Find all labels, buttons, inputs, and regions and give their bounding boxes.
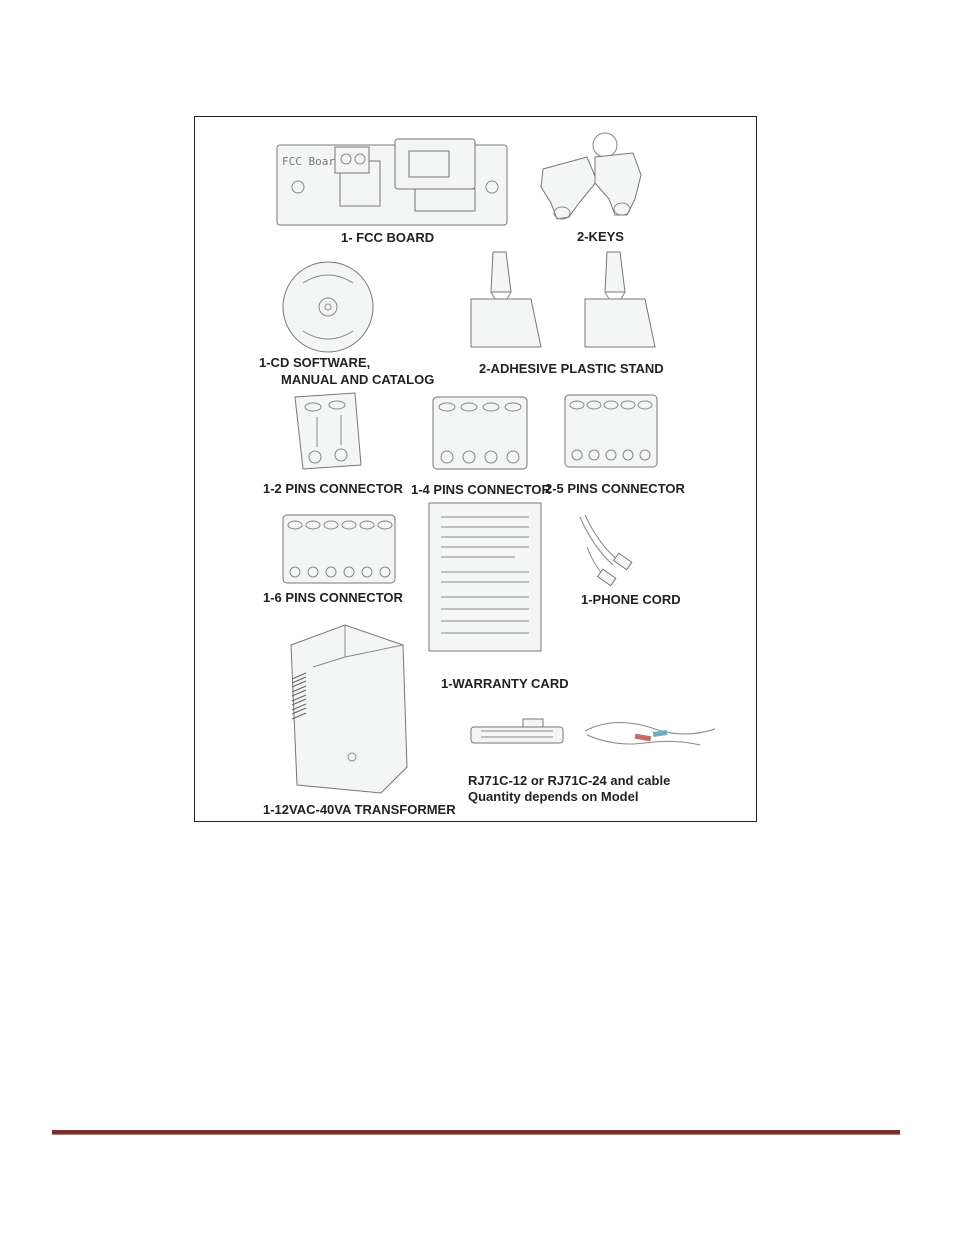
phone-cord-image (580, 515, 632, 586)
label-6-pin-connector: 1-6 PINS CONNECTOR (263, 590, 403, 605)
cable-image (585, 722, 715, 745)
label-5-pin-connector: 2-5 PINS CONNECTOR (545, 481, 685, 496)
four-pin-connector-image (433, 397, 527, 469)
plastic-stand-image-1 (471, 252, 541, 347)
package-contents-figure (194, 116, 757, 822)
two-pin-connector-image (295, 393, 361, 469)
keys-image (541, 133, 641, 219)
label-phone-cord: 1-PHONE CORD (581, 592, 681, 607)
label-2-pin-connector: 1-2 PINS CONNECTOR (263, 481, 403, 496)
warranty-card-image (429, 503, 541, 651)
label-warranty-card: 1-WARRANTY CARD (441, 676, 569, 691)
rj71c-block-image (471, 719, 563, 743)
plastic-stand-image-2 (585, 252, 655, 347)
label-manual-catalog: MANUAL AND CATALOG (281, 372, 435, 387)
label-fcc-board: 1- FCC BOARD (341, 230, 435, 245)
footer-rule (52, 1130, 900, 1135)
five-pin-connector-image (565, 395, 657, 467)
six-pin-connector-image (283, 515, 395, 583)
label-keys: 2-KEYS (577, 229, 624, 244)
fcc-board-image (277, 139, 507, 225)
transformer-image (291, 625, 407, 793)
cd-image (283, 262, 373, 352)
label-adhesive-stand: 2-ADHESIVE PLASTIC STAND (479, 361, 664, 376)
label-cd-software: 1-CD SOFTWARE, (259, 355, 371, 370)
contents-illustration (195, 117, 758, 823)
label-quantity-note: Quantity depends on Model (468, 789, 639, 804)
label-rj71c: RJ71C-12 or RJ71C-24 and cable (468, 773, 671, 788)
board-label-text: FCC Boar (282, 155, 335, 168)
label-4-pin-connector: 1-4 PINS CONNECTOR (411, 482, 551, 497)
label-transformer: 1-12VAC-40VA TRANSFORMER (263, 802, 456, 817)
